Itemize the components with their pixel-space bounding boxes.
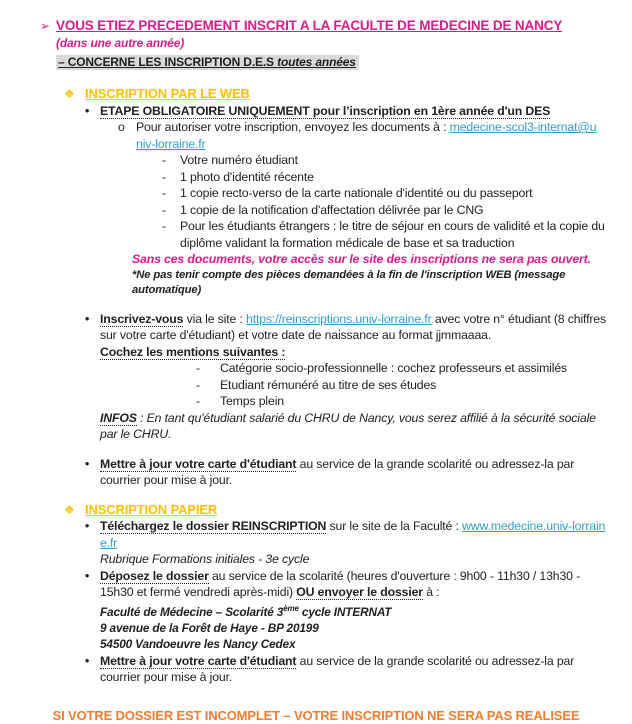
inscrivez-label: Inscrivez-vous <box>100 311 184 326</box>
diamond-icon: ❖ <box>64 502 75 517</box>
dot-bullet-icon: • <box>85 653 90 668</box>
document-item-text: 1 copie de la notification d'affectation délivrée par le CNG <box>180 202 484 217</box>
deposit-label: Déposez le dossier <box>100 568 209 583</box>
mention-item <box>196 377 606 394</box>
main-heading: VOUS ETIEZ PRECEDEMENT INSCRIT A LA FACULTE DE MEDECINE DE NANCY <box>56 18 563 33</box>
dash-bullet-icon: - <box>162 202 166 217</box>
document-item <box>162 152 606 169</box>
diamond-icon: ❖ <box>64 87 75 101</box>
mentions-list <box>0 360 632 410</box>
reinscriptions-site-link[interactable]: https://reinscriptions.univ-lorraine.fr <box>246 311 432 326</box>
dot-bullet-icon: • <box>85 519 90 533</box>
etape-row <box>85 103 606 120</box>
dot-bullet-icon: • <box>85 568 90 583</box>
auto-message-note: *Ne pas tenir compte des pièces demandées à la fin de l'inscription WEB (message automatique) <box>132 268 566 296</box>
dot-bullet-icon: • <box>85 103 90 118</box>
concerne-emphasis: toutes années <box>277 54 356 69</box>
documents-list <box>0 152 632 251</box>
update-card-row-web: • Mettre à jour votre carte d'étudiant au service de la grande scolarité ou adressez-la par courrier pour mise à jour. <box>85 456 575 487</box>
web-section-title: INSCRIPTION PAR LE WEB <box>85 86 250 101</box>
address-line-1: Faculté de Médecine – Scolarité 3ème cycle INTERNAT <box>100 603 392 619</box>
dash-bullet-icon: - <box>162 186 166 200</box>
update-card-label: Mettre à jour votre carte d'étudiant <box>100 653 297 668</box>
dash-bullet-icon: - <box>162 219 166 233</box>
mention-item <box>196 393 606 410</box>
etape-line: ETAPE OBLIGATOIRE UNIQUEMENT pour l’inscription en 1ère année d'un DES <box>100 103 551 118</box>
circle-bullet-icon: o <box>118 120 125 134</box>
faculty-site-link[interactable]: www.medecine.univ-lorraine.fr <box>100 519 606 550</box>
autoriser-row <box>118 119 602 152</box>
mention-item <box>196 360 606 377</box>
dash-bullet-icon: - <box>196 377 200 392</box>
mention-item-text: Temps plein <box>220 394 284 408</box>
send-folder-label: OU envoyer le dossier <box>296 585 423 599</box>
document-item-text: Pour les étudiants étrangers : le titre de séjour en cours de validité et la copie du diplôme validant la formation médicale de base et sa traduction <box>180 219 605 250</box>
dot-bullet-icon: • <box>85 456 90 471</box>
document-item-text: Votre numéro étudiant <box>180 153 298 167</box>
document-item <box>162 185 606 202</box>
dash-bullet-icon: - <box>196 361 200 375</box>
infos-row <box>85 410 606 443</box>
concerne-highlight <box>56 55 359 70</box>
footer-warning: SI VOTRE DOSSIER EST INCOMPLET – VOTRE INSCRIPTION NE SERA PAS REALISEE <box>52 707 580 723</box>
arrow-bullet-icon: ➢ <box>40 19 50 33</box>
heading-subtitle: (dans une autre année) <box>56 35 185 50</box>
document-item-text: 1 photo d'identité récente <box>180 169 314 184</box>
paper-section-heading-row <box>64 502 632 519</box>
inscrivez-line: Inscrivez-vous via le site : https://reinscriptions.univ-lorraine.fr avec votre n° étudiant (8 chiffres sur votre carte d'étudiant) et votre date de naissance au format jjmmaaaa. Cochez les mentions suivantes : <box>100 311 606 359</box>
update-card-row-paper: • Mettre à jour votre carte d'étudiant au service de la grande scolarité ou adressez-la par courrier pour mise à jour. <box>85 653 575 685</box>
mention-item-text: Catégorie socio-professionnelle : cochez professeurs et assimilés <box>220 361 568 375</box>
cochez-label: Cochez les mentions suivantes : <box>100 344 286 359</box>
infos-label: INFOS <box>100 410 137 425</box>
main-heading-row <box>40 18 632 35</box>
address-line-3: 54500 Vandoeuvre les Nancy Cedex <box>100 637 296 652</box>
inscrivez-row <box>85 311 606 361</box>
document-item-text: 1 copie recto-verso de la carte nationale d'identité ou du passeport <box>180 186 533 200</box>
document-item <box>162 218 606 251</box>
paper-section-title: INSCRIPTION PAPIER <box>85 501 218 517</box>
dot-bullet-icon: • <box>85 311 90 326</box>
rubrique-line: Rubrique Formations initiales - 3e cycle <box>100 552 310 566</box>
concerne-line <box>56 54 632 71</box>
cochez-label-row <box>100 344 606 361</box>
document-item <box>162 202 606 219</box>
web-section-heading-row <box>64 86 632 103</box>
autoriser-line <box>136 119 602 152</box>
update-card-label: Mettre à jour votre carte d'étudiant <box>100 456 297 471</box>
download-row: • Téléchargez le dossier REINSCRIPTION sur le site de la Faculté : www.medecine.univ-lorraine.fr Rubrique Formations initiales - 3e cycle <box>85 519 606 566</box>
address-line-2: 9 avenue de la Forêt de Haye - BP 20199 <box>100 620 319 635</box>
deposit-row: • Déposez le dossier au service de la scolarité (heures d'ouverture : 9h00 - 11h30 / 13h30 - 15h30 et fermé vendredi après-midi) OU envoyer le dossier à : Faculté de Médecine – Scolarité 3ème cycle INTERNAT 9 avenue de la Forêt de Haye - BP 20199 54500 Vandoeuvre les Nancy Cedex <box>85 568 606 653</box>
infos-line: INFOS : En tant qu'étudiant salarié du CHRU de Nancy, vous serez affilié à la sécurité sociale par le CHRU. <box>100 410 596 441</box>
pink-warning: Sans ces documents, votre accès sur le site des inscriptions ne sera pas ouvert. <box>132 252 591 266</box>
document-item <box>162 169 606 186</box>
dash-bullet-icon: - <box>162 153 166 167</box>
autoriser-text: Pour autoriser votre inscription, envoyez les documents à : <box>136 120 450 134</box>
concerne-text: – CONCERNE LES INSCRIPTION D.E.S <box>58 54 278 69</box>
dash-bullet-icon: - <box>196 394 200 408</box>
mention-item-text: Etudiant rémunéré au titre de ses études <box>220 377 437 392</box>
email-link[interactable]: medecine-scol3-internat@univ-lorraine.fr <box>136 120 597 151</box>
dash-bullet-icon: - <box>162 169 166 184</box>
download-label: Téléchargez le dossier REINSCRIPTION <box>100 519 327 533</box>
